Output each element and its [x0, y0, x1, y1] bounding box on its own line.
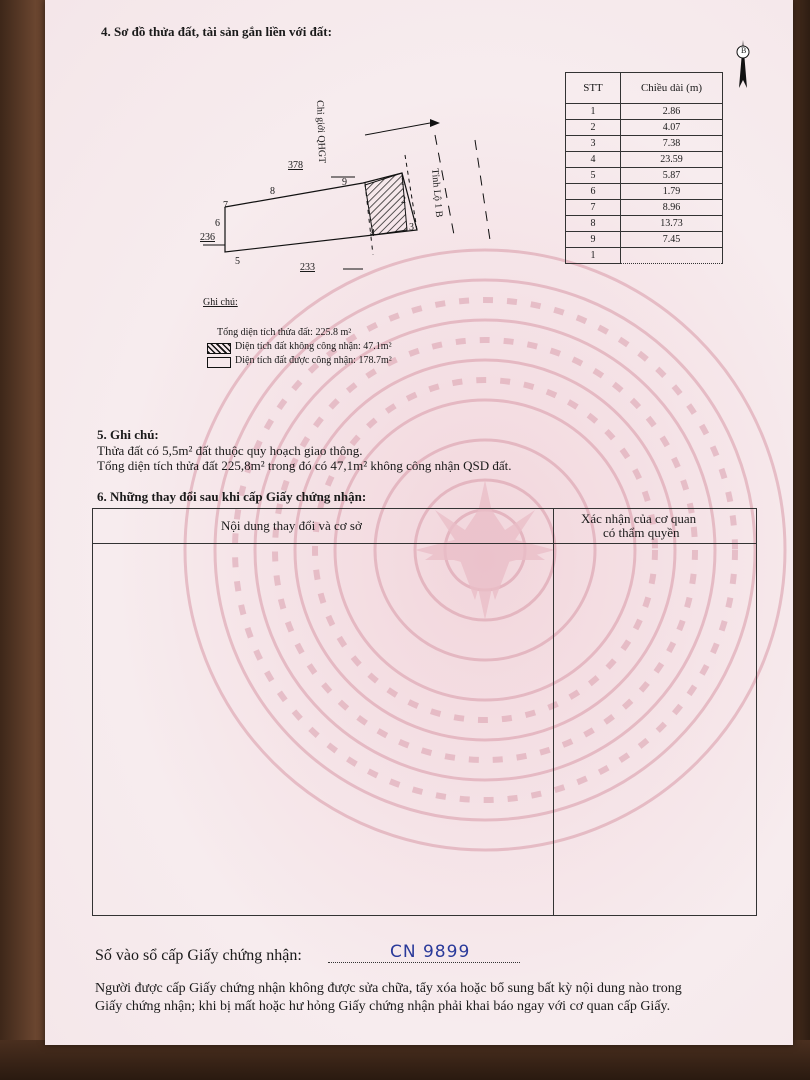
point-2: 2 — [401, 195, 406, 206]
registry-label: Số vào sổ cấp Giấy chứng nhận: — [95, 947, 302, 964]
row-length: 5.87 — [621, 168, 723, 184]
changes-table — [92, 508, 757, 916]
plot-map-diagram — [185, 95, 505, 285]
row-number: 4 — [566, 152, 621, 168]
neighbor-378: 378 — [288, 160, 303, 171]
legend-title: Ghi chú: — [203, 297, 238, 308]
table-row — [566, 152, 723, 168]
column-confirmation-line2: có thẩm quyền — [603, 525, 680, 540]
point-7: 7 — [223, 200, 228, 211]
note-line-1: Thửa đất có 5,5m² đất thuộc quy hoạch giao thông. — [97, 443, 363, 458]
table-row — [566, 104, 723, 120]
row-number: 9 — [566, 232, 621, 248]
row-length: 7.45 — [621, 232, 723, 248]
certificate-page — [45, 0, 793, 1045]
section-5-title: 5. Ghi chú: — [97, 427, 159, 442]
table-header-stt: STT — [566, 73, 621, 104]
notice-line-1: Người được cấp Giấy chứng nhận không được sửa chữa, tẩy xóa hoặc bổ sung bất kỳ nội dung nào trong — [95, 981, 682, 996]
row-length: 23.59 — [621, 152, 723, 168]
row-number: 1 — [566, 104, 621, 120]
column-changes-content: Nội dung thay đổi và cơ sở — [221, 518, 362, 533]
row-length: 7.38 — [621, 136, 723, 152]
point-4: 4 — [370, 228, 375, 239]
point-1: 1 — [400, 177, 405, 188]
notice-line-2: Giấy chứng nhận; khi bị mất hoặc hư hỏng Giấy chứng nhận phải khai báo ngay với cơ quan cấp Giấy. — [95, 999, 671, 1014]
point-9: 9 — [342, 177, 347, 188]
blank-swatch-icon — [207, 357, 231, 368]
row-length — [621, 248, 723, 264]
point-3: 3 — [409, 222, 414, 233]
changes-table-divider — [553, 509, 554, 915]
table-header-length: Chiều dài (m) — [621, 73, 723, 104]
row-length: 4.07 — [621, 120, 723, 136]
edge-length-table — [565, 72, 723, 264]
row-number: 2 — [566, 120, 621, 136]
table-row — [566, 200, 723, 216]
point-8: 8 — [270, 186, 275, 197]
table-row — [566, 216, 723, 232]
row-length: 13.73 — [621, 216, 723, 232]
section-4-title: 4. Sơ đồ thửa đất, tài sản gắn liền với đất: — [101, 24, 332, 39]
legend-not-recognized: Diện tích đất không công nhận: 47.1m² — [235, 341, 392, 352]
row-number: 1 — [566, 248, 621, 264]
table-row — [566, 120, 723, 136]
registry-number: CN 9899 — [390, 942, 471, 962]
row-number: 8 — [566, 216, 621, 232]
note-line-2: Tổng diện tích thửa đất 225,8m² trong đó có 47,1m² không công nhận QSD đất. — [97, 458, 512, 473]
row-length: 1.79 — [621, 184, 723, 200]
compass-label: B — [741, 46, 747, 55]
row-length: 8.96 — [621, 200, 723, 216]
road-label: Tỉnh Lộ 1 B — [429, 168, 445, 218]
table-row — [566, 232, 723, 248]
hatched-swatch-icon — [207, 343, 231, 354]
point-5: 5 — [235, 256, 240, 267]
wood-background-bottom — [0, 1040, 810, 1080]
registry-dotted-line — [328, 962, 520, 963]
legend-total-area: Tổng diện tích thửa đất: 225.8 m² — [217, 327, 352, 338]
legend-recognized: Diện tích đất được công nhận: 178.7m² — [235, 355, 392, 366]
table-row — [566, 184, 723, 200]
row-number: 7 — [566, 200, 621, 216]
row-number: 6 — [566, 184, 621, 200]
table-row — [566, 136, 723, 152]
column-confirmation-line1: Xác nhận của cơ quan — [581, 511, 697, 526]
table-row — [566, 248, 723, 264]
section-6-title: 6. Những thay đổi sau khi cấp Giấy chứng nhận: — [97, 489, 367, 504]
point-6: 6 — [215, 218, 220, 229]
row-length: 2.86 — [621, 104, 723, 120]
neighbor-233: 233 — [300, 262, 315, 273]
table-row — [566, 168, 723, 184]
row-number: 5 — [566, 168, 621, 184]
boundary-label: Chỉ giới QHGT — [314, 100, 328, 164]
neighbor-236: 236 — [200, 232, 215, 243]
row-number: 3 — [566, 136, 621, 152]
